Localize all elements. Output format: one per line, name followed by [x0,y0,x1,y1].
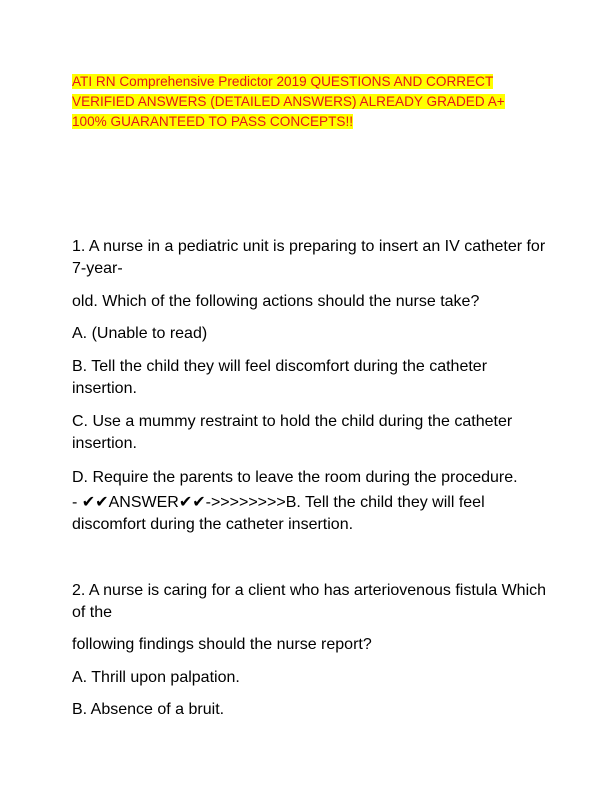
question-1-stem-line-1: 1. A nurse in a pediatric unit is preparing to insert an IV catheter for 7-year- [72,238,546,277]
question-1-option-d: D. Require the parents to leave the room during the procedure. [72,469,518,486]
question-2-stem-line-1: 2. A nurse is caring for a client who has arteriovenous fistula Which of the [72,582,547,621]
question-2-stem-line-2: following findings should the nurse report? [72,636,372,653]
title-highlight: ATI RN Comprehensive Predictor 2019 QUESTIONS AND CORRECT VERIFIED ANSWERS (DETAILED ANSWERS) ALREADY GRADED A+ 100% GUARANTEED TO PASS CONCEPTS!! [72,74,505,129]
question-2-option-a: A. Thrill upon palpation. [72,669,240,686]
document-title [72,72,542,132]
question-1-answer: - ✔✔ANSWER✔✔->>>>>>>>B. Tell the child they will feel discomfort during the catheter insertion. [72,494,485,533]
question-1-stem-line-2: old. Which of the following actions should the nurse take? [72,293,480,310]
question-1-option-c: C. Use a mummy restraint to hold the child during the catheter insertion. [72,413,513,452]
question-1-option-b: B. Tell the child they will feel discomfort during the catheter insertion. [72,358,488,397]
question-1-option-a: A. (Unable to read) [72,325,208,342]
question-2-option-b: B. Absence of a bruit. [72,701,225,718]
